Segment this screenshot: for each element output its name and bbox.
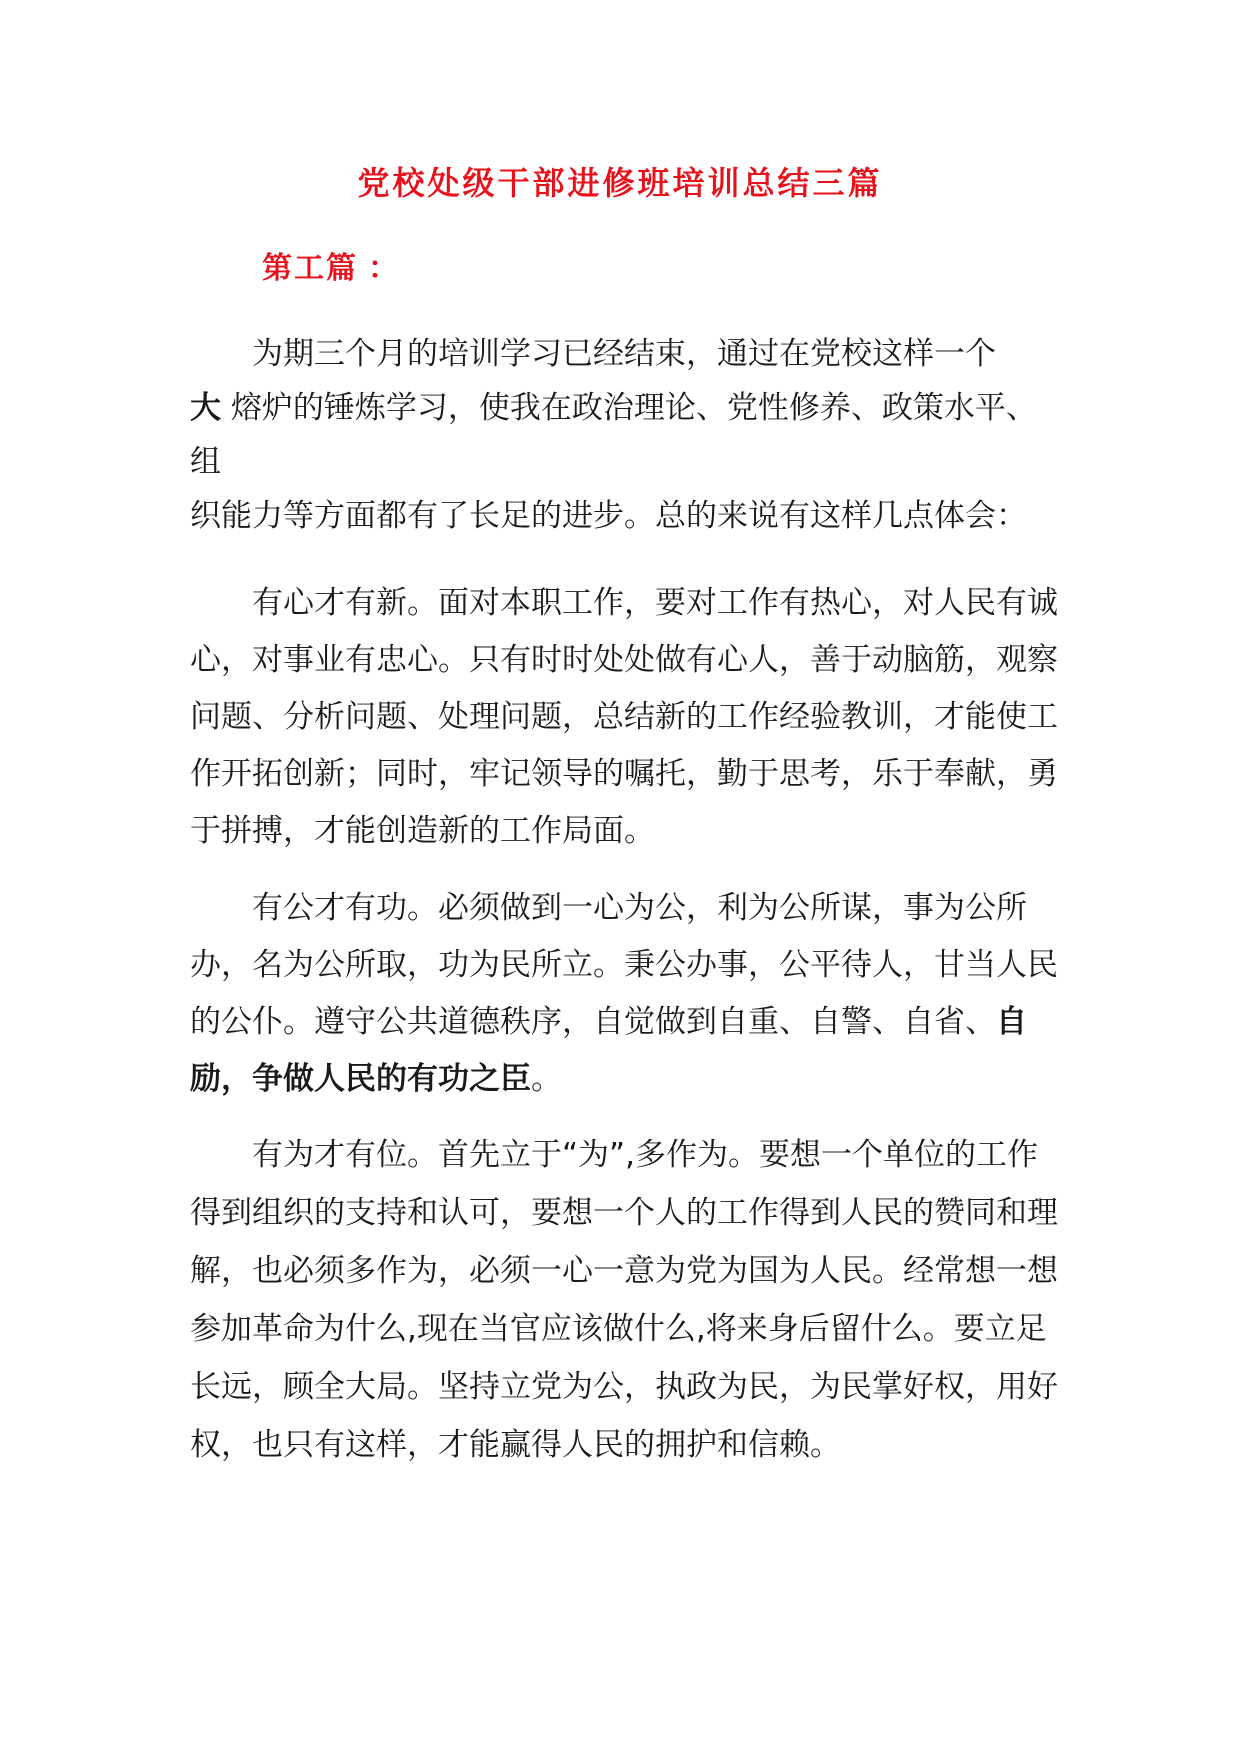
paragraph-4 xyxy=(190,1126,1060,1474)
paragraph-3-end: 。 xyxy=(531,1061,562,1097)
section-label: 第工篇 xyxy=(262,251,358,286)
section-colon: ： xyxy=(368,251,400,286)
paragraph-3-bold: 自励，争做人民的有功之臣 xyxy=(190,1004,1027,1097)
paragraph-1-text-a: 为期三个月的培训学习已经结束，通过在党校这样一个 xyxy=(252,336,996,372)
paragraph-4-text: 有为才有位。首先立于“为”,多作为。要想一个单位的工作得到组织的支持和认可，要想一个人的工作得到人民的赞同和理解，也必须多作为，必须一心一意为党为国为人民。经常想一想参加革命为什么,现在当官应该做什么,将来身后留什么。要立足长远，顾全大局。坚持立党为公，执政为民，为民掌好权，用好权，也只有这样，才能赢得人民的拥护和信赖。 xyxy=(190,1137,1058,1463)
paragraph-1-text-b: 熔炉的锤炼学习，使我在政治理论、党性修养、政策水平、组 xyxy=(190,390,1037,480)
paragraph-3 xyxy=(190,880,1060,1108)
paragraph-1-lead xyxy=(190,327,1060,489)
paragraph-2-text: 有心才有新。面对本职工作，要对工作有热心，对人民有诚心，对事业有忠心。只有时时处处做有心人，善于动脑筋，观察问题、分析问题、处理问题，总结新的工作经验教训，才能使工作开拓创新；同时，牢记领导的嘱托，勤于思考，乐于奉献，勇于拼搏，才能创造新的工作局面。 xyxy=(190,585,1058,849)
paragraph-1 xyxy=(190,327,1060,543)
paragraph-3-body xyxy=(190,880,1060,1108)
section-heading xyxy=(262,243,400,287)
document-title: 党校处级干部进修班培训总结三篇 xyxy=(357,164,883,202)
paragraph-1-bold: 大 xyxy=(190,390,221,426)
paragraph-1-last-line: 织能力等方面都有了长足的进步。总的来说有这样几点体会： xyxy=(190,498,1027,534)
paragraph-2 xyxy=(190,575,1060,860)
paragraph-3-text: 有公才有功。必须做到一心为公，利为公所谋，事为公所办，名为公所取，功为民所立。秉公办事，公平待人，甘当人民的公仆。遵守公共道德秩序，自觉做到自重、自警、自省、 xyxy=(190,890,1058,1040)
